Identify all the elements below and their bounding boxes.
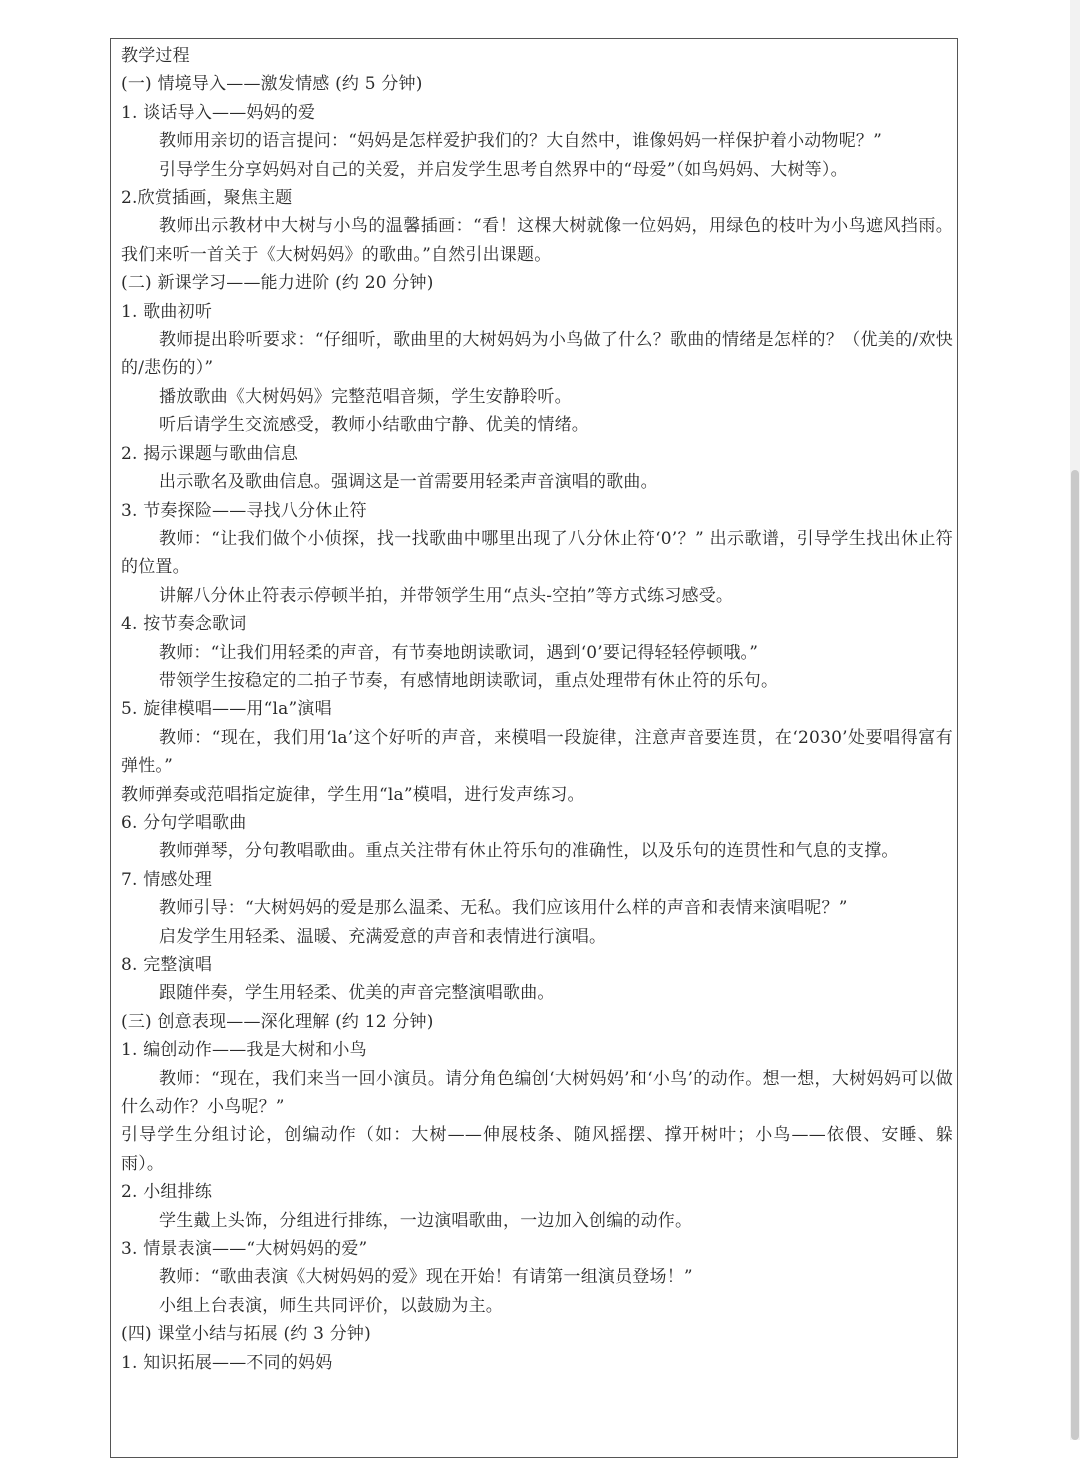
paragraph: 学生戴上头饰，分组进行排练，一边演唱歌曲，一边加入创编的动作。 (159, 1210, 693, 1231)
item-heading: 5. 旋律模唱——用“la”演唱 (121, 699, 332, 720)
item-heading: 1. 知识拓展——不同的妈妈 (121, 1352, 333, 1373)
item-heading: 1. 歌曲初听 (121, 301, 213, 322)
document-frame (110, 38, 958, 1458)
paragraph: 教师出示教材中大树与小鸟的温馨插画：“看！这棵大树就像一位妈妈，用绿色的枝叶为小鸟遮风挡雨。我们来听一首关于《大树妈妈》的歌曲。”自然引出课题。 (121, 216, 953, 265)
item-heading: 6. 分句学唱歌曲 (121, 812, 247, 833)
item-heading: (三) 创意表现——深化理解 (约 12 分钟) (121, 1011, 434, 1032)
item-heading: 1. 编创动作——我是大树和小鸟 (121, 1040, 367, 1061)
document-content (121, 42, 953, 1391)
item-heading: 7. 情感处理 (121, 869, 213, 890)
item-heading: 8. 完整演唱 (121, 955, 213, 975)
item-heading: (二) 新课学习——能力进阶 (约 20 分钟) (121, 273, 434, 294)
item-heading: (四) 课堂小结与拓展 (约 3 分钟) (121, 1324, 371, 1345)
paragraph: 出示歌名及歌曲信息。强调这是一首需要用轻柔声音演唱的歌曲。 (159, 472, 658, 493)
paragraph: 跟随伴奏，学生用轻柔、优美的声音完整演唱歌曲。 (159, 983, 555, 1004)
item-heading: 2. 小组排练 (121, 1182, 213, 1203)
item-heading: 2.欣赏插画，聚焦主题 (121, 188, 293, 209)
paragraph: 讲解八分休止符表示停顿半拍，并带领学生用“点头-空拍”等方式练习感受。 (159, 585, 734, 606)
paragraph: 教师：“现在，我们用‘la’这个好听的声音，来模唱一段旋律，注意声音要连贯，在‘2030’处要唱得富有弹性。” (121, 727, 953, 777)
paragraph: 教师：“现在，我们来当一回小演员。请分角色编创‘大树妈妈’和‘小鸟’的动作。想一想，大树妈妈可以做什么动作？小鸟呢？” (121, 1068, 953, 1118)
paragraph: 教师用亲切的语言提问：“妈妈是怎样爱护我们的？大自然中，谁像妈妈一样保护着小动物呢？” (159, 131, 882, 152)
item-heading: 3. 节奏探险——寻找八分休止符 (121, 500, 367, 521)
item-heading: 3. 情景表演——“大树妈妈的爱” (121, 1239, 368, 1260)
paragraph: 启发学生用轻柔、温暖、充满爱意的声音和表情进行演唱。 (159, 926, 607, 947)
item-heading: 1. 谈话导入——妈妈的爱 (121, 102, 316, 123)
item-heading: 4. 按节奏念歌词 (121, 614, 247, 635)
paragraph: 小组上台表演，师生共同评价，以鼓励为主。 (159, 1295, 503, 1316)
paragraph: 播放歌曲《大树妈妈》完整范唱音频，学生安静聆听。 (159, 386, 572, 407)
document-lines (121, 70, 953, 1377)
paragraph: 教师提出聆听要求：“仔细听，歌曲里的大树妈妈为小鸟做了什么？歌曲的情绪是怎样的？（优美的/欢快的/悲伤的）” (121, 330, 953, 379)
paragraph: 教师：“让我们用轻柔的声音，有节奏地朗读歌词，遇到‘0’要记得轻轻停顿哦。” (159, 642, 759, 663)
cut-off-line (121, 1377, 953, 1391)
paragraph: 教师：“歌曲表演《大树妈妈的爱》现在开始！有请第一组演员登场！” (159, 1267, 693, 1288)
paragraph: 教师弹琴，分句教唱歌曲。重点关注带有休止符乐句的准确性，以及乐句的连贯性和气息的支撑。 (159, 841, 899, 862)
section-heading: 教学过程 (121, 46, 190, 66)
scrollbar-track[interactable] (1070, 0, 1080, 1440)
scrollbar-thumb[interactable] (1071, 470, 1079, 1440)
item-heading: 2. 揭示课题与歌曲信息 (121, 443, 299, 464)
paragraph: 引导学生分组讨论，创编动作（如：大树——伸展枝条、随风摇摆、撑开树叶；小鸟——依偎、安睡、躲雨）。 (121, 1125, 953, 1174)
item-heading: (一) 情境导入——激发情感 (约 5 分钟) (121, 74, 423, 95)
paragraph: 听后请学生交流感受，教师小结歌曲宁静、优美的情绪。 (159, 415, 589, 436)
paragraph: 引导学生分享妈妈对自己的关爱，并启发学生思考自然界中的“母爱”（如鸟妈妈、大树等）。 (159, 159, 848, 180)
paragraph: 带领学生按稳定的二拍子节奏，有感情地朗读歌词，重点处理带有休止符的乐句。 (159, 670, 779, 691)
paragraph: 教师弹奏或范唱指定旋律，学生用“la”模唱，进行发声练习。 (121, 784, 585, 805)
paragraph: 教师：“让我们做个小侦探，找一找歌曲中哪里出现了八分休止符‘0’？” 出示歌谱，引导学生找出休止符的位置。 (121, 528, 953, 578)
paragraph: 教师引导：“大树妈妈的爱是那么温柔、无私。我们应该用什么样的声音和表情来演唱呢？” (159, 898, 848, 919)
